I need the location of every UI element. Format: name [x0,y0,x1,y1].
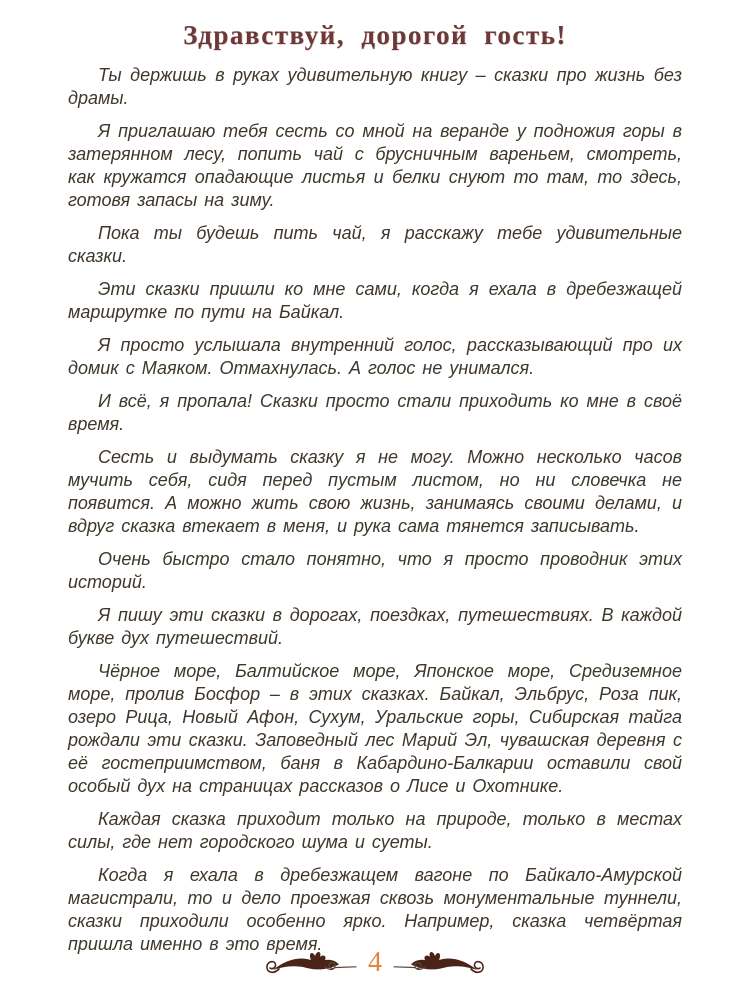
paragraph: Когда я ехала в дребезжащем вагоне по Байкало-Амурской магистрали, то и дело проезжая сквозь монументальные туннели, сказки приходили особенно ярко. Например, сказка четвёртая пришла именно в это время. [68,865,682,954]
page-number: 4 [368,947,382,978]
paragraph: Сесть и выдумать сказку я не могу. Можно несколько часов мучить себя, сидя перед пустым листом, но ни словечка не появится. А можно жить свою жизнь, занимаясь своими делами, и вдруг сказка втекает в меня, и рука сама тянется записывать. [68,447,682,536]
paragraph: Я просто услышала внутренний голос, рассказывающий про их домик с Маяком. Отмахнулась. А голос не унимался. [68,335,682,378]
scroll-flourish-right-icon [393,948,485,978]
paragraph: Пока ты будешь пить чай, я расскажу тебе удивительные сказки. [68,223,682,266]
scroll-flourish-left-icon [265,948,357,978]
paragraph: Очень быстро стало понятно, что я просто проводник этих историй. [68,549,682,592]
page-title: Здравствуй, дорогой гость! [183,20,567,50]
body-text [68,64,682,966]
paragraph: Эти сказки пришли ко мне сами, когда я ехала в дребезжащей маршрутке по пути на Байкал. [68,279,682,322]
paragraph: И всё, я пропала! Сказки просто стали приходить ко мне в своё время. [68,391,682,434]
paragraph: Чёрное море, Балтийское море, Японское море, Средиземное море, пролив Босфор – в этих сказках. Байкал, Эльбрус, Роза пик, озеро Рица, Новый Афон, Сухум, Уральские горы, Сибирская тайга рождали эти сказки. Заповедный лес Марий Эл, чувашская деревня с её гостеприимством, баня в Кабардино-Балкарии оставили свой особый дух на страницах рассказов о Лисе и Охотнике. [68,661,682,796]
paragraph: Я пишу эти сказки в дорогах, поездках, путешествиях. В каждой букве дух путешествий. [68,605,682,648]
paragraph: Ты держишь в руках удивительную книгу – сказки про жизнь без драмы. [68,65,682,108]
page-footer [0,948,750,978]
paragraph: Я приглашаю тебя сесть со мной на веранде у подножия горы в затерянном лесу, попить чай с брусничным вареньем, смотреть, как кружатся опадающие листья и белки снуют то там, то здесь, готовя запасы на зиму. [68,121,682,210]
paragraph: Каждая сказка приходит только на природе, только в местах силы, где нет городского шума и суеты. [68,809,682,852]
